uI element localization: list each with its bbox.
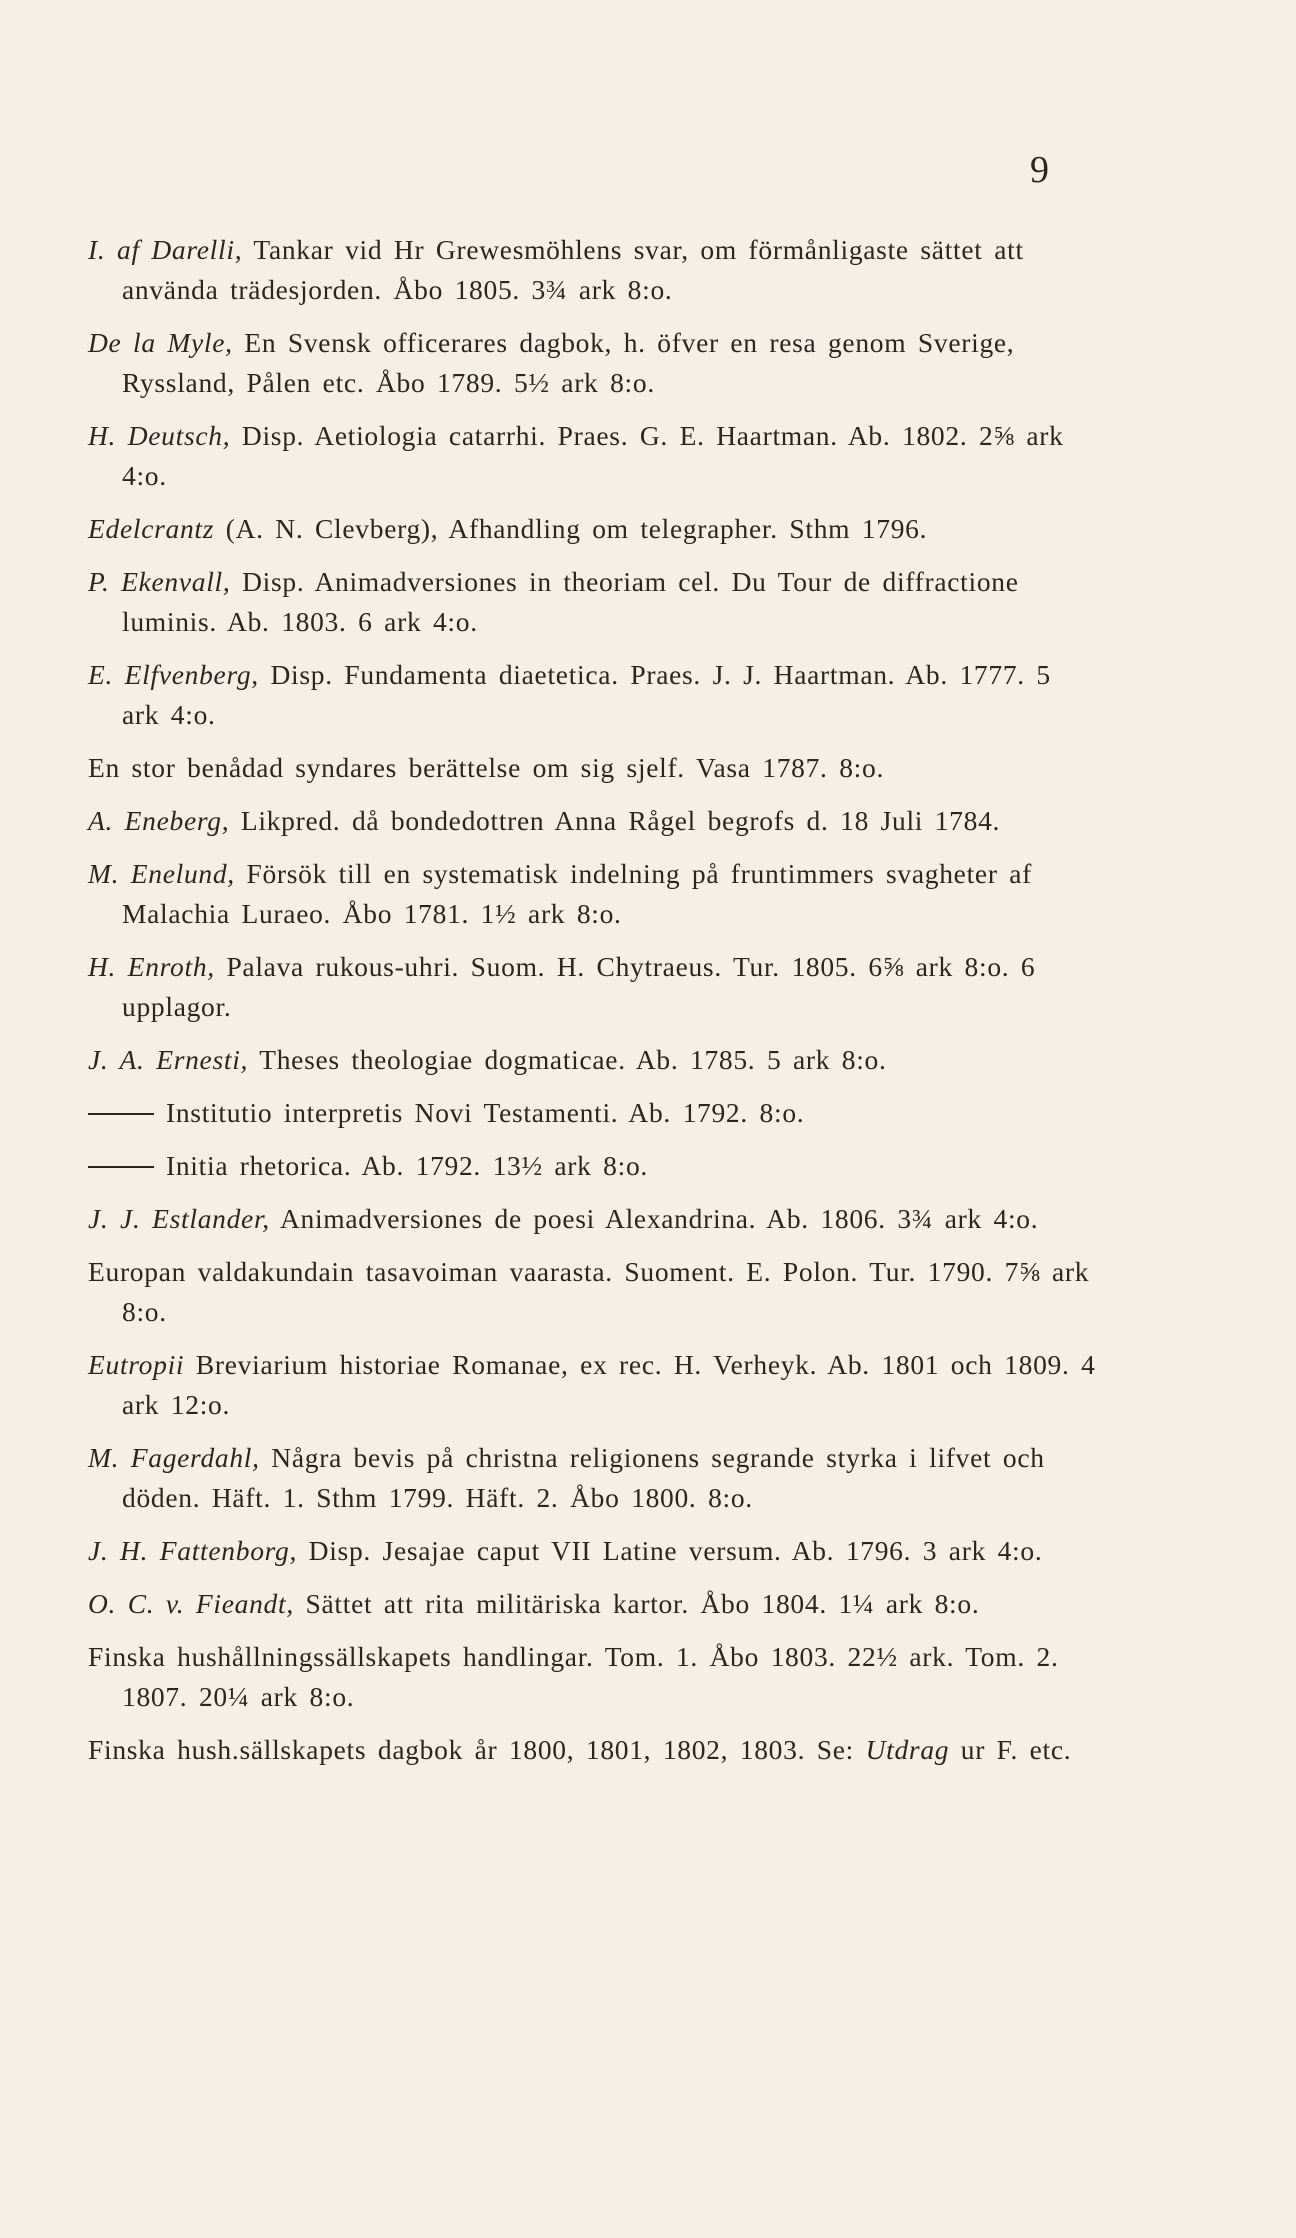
entry-text: Tankar vid Hr Grewesmöhlens svar, om förmånligaste sättet att använda trädesjorden. Åbo 1805. 3¾ ark 8:o.: [122, 234, 1024, 305]
bibliography-entry-ditto: [88, 1093, 1098, 1133]
bibliography-entry: [88, 655, 1098, 735]
ditto-dash: [88, 1166, 154, 1168]
entry-text: Sättet att rita militäriska kartor. Åbo 1804. 1¼ ark 8:o.: [305, 1588, 980, 1619]
bibliography-entry: [88, 1438, 1098, 1518]
entry-author: P. Ekenvall,: [88, 566, 231, 597]
bibliography-entry: [88, 416, 1098, 496]
bibliography-entry: [88, 748, 1098, 788]
entry-author: Eutropii: [88, 1349, 185, 1380]
entry-text: Initia rhetorica. Ab. 1792. 13½ ark 8:o.: [166, 1150, 648, 1181]
entry-author: A. Eneberg,: [88, 805, 230, 836]
bibliography-list: [88, 230, 1098, 1783]
bibliography-entry: [88, 1199, 1098, 1239]
entry-author: J. A. Ernesti,: [88, 1044, 249, 1075]
entry-text: Disp. Jesajae caput VII Latine versum. Ab. 1796. 3 ark 4:o.: [308, 1535, 1043, 1566]
entry-text: Disp. Fundamenta diaetetica. Praes. J. J. Haartman. Ab. 1777. 5 ark 4:o.: [122, 659, 1051, 730]
bibliography-entry: [88, 1584, 1098, 1624]
entry-text: Theses theologiae dogmaticae. Ab. 1785. 5 ark 8:o.: [259, 1044, 887, 1075]
bibliography-entry: [88, 1345, 1098, 1425]
entry-author: H. Deutsch,: [88, 420, 231, 451]
entry-text: Disp. Aetiologia catarrhi. Praes. G. E. Haartman. Ab. 1802. 2⅝ ark 4:o.: [122, 420, 1064, 491]
entry-text: Institutio interpretis Novi Testamenti. Ab. 1792. 8:o.: [166, 1097, 805, 1128]
bibliography-entry: [88, 562, 1098, 642]
entry-author: O. C. v. Fieandt,: [88, 1588, 294, 1619]
entry-text: En stor benådad syndares berättelse om sig sjelf. Vasa 1787. 8:o.: [88, 752, 885, 783]
entry-author: E. Elfvenberg,: [88, 659, 259, 690]
entry-text: Breviarium historiae Romanae, ex rec. H. Verheyk. Ab. 1801 och 1809. 4 ark 12:o.: [122, 1349, 1096, 1420]
bibliography-entry: [88, 947, 1098, 1027]
entry-tail: ur F. etc.: [960, 1734, 1072, 1765]
bibliography-entry: [88, 1040, 1098, 1080]
entry-text: Palava rukous-uhri. Suom. H. Chytraeus. Tur. 1805. 6⅝ ark 8:o. 6 upplagor.: [122, 951, 1036, 1022]
entry-text: Finska hush.sällskapets dagbok år 1800, 1801, 1802, 1803. Se:: [88, 1734, 854, 1765]
page-number: 9: [1030, 149, 1049, 191]
entry-text: Finska hushållningssällskapets handlingar. Tom. 1. Åbo 1803. 22½ ark. Tom. 2. 1807. 20¼ ark 8:o.: [88, 1641, 1059, 1712]
entry-author: Edelcrantz: [88, 513, 215, 544]
entry-text: En Svensk officerares dagbok, h. öfver en resa genom Sverige, Ryssland, Pålen etc. Åbo 1789. 5½ ark 8:o.: [122, 327, 1015, 398]
bibliography-entry: [88, 509, 1098, 549]
entry-author: H. Enroth,: [88, 951, 215, 982]
bibliography-entry: [88, 1531, 1098, 1571]
entry-text: Några bevis på christna religionens segrande styrka i lifvet och döden. Häft. 1. Sthm 1799. Häft. 2. Åbo 1800. 8:o.: [122, 1442, 1045, 1513]
entry-author: M. Fagerdahl,: [88, 1442, 260, 1473]
entry-author: De la Myle,: [88, 327, 233, 358]
entry-text: Animadversiones de poesi Alexandrina. Ab. 1806. 3¾ ark 4:o.: [279, 1203, 1039, 1234]
bibliography-entry: [88, 1730, 1098, 1770]
ditto-dash: [88, 1113, 154, 1115]
entry-text: (A. N. Clevberg), Afhandling om telegrapher. Sthm 1796.: [225, 513, 928, 544]
entry-text: Försök till en systematisk indelning på fruntimmers svagheter af Malachia Luraeo. Åbo 1781. 1½ ark 8:o.: [122, 858, 1033, 929]
bibliography-entry: [88, 801, 1098, 841]
entry-author: M. Enelund,: [88, 858, 235, 889]
entry-text: Europan valdakundain tasavoiman vaarasta. Suoment. E. Polon. Tur. 1790. 7⅝ ark 8:o.: [88, 1256, 1090, 1327]
entry-text: Disp. Animadversiones in theoriam cel. Du Tour de diffractione luminis. Ab. 1803. 6 ark 4:o.: [122, 566, 1019, 637]
bibliography-entry-ditto: [88, 1146, 1098, 1186]
bibliography-entry: [88, 1252, 1098, 1332]
entry-crossref: Utdrag: [865, 1734, 950, 1765]
entry-author: I. af Darelli,: [88, 234, 243, 265]
entry-author: J. H. Fattenborg,: [88, 1535, 298, 1566]
bibliography-entry: [88, 323, 1098, 403]
entry-text: Likpred. då bondedottren Anna Rågel begrofs d. 18 Juli 1784.: [240, 805, 1001, 836]
bibliography-entry: [88, 230, 1098, 310]
bibliography-entry: [88, 1637, 1098, 1717]
bibliography-entry: [88, 854, 1098, 934]
entry-author: J. J. Estlander,: [88, 1203, 270, 1234]
